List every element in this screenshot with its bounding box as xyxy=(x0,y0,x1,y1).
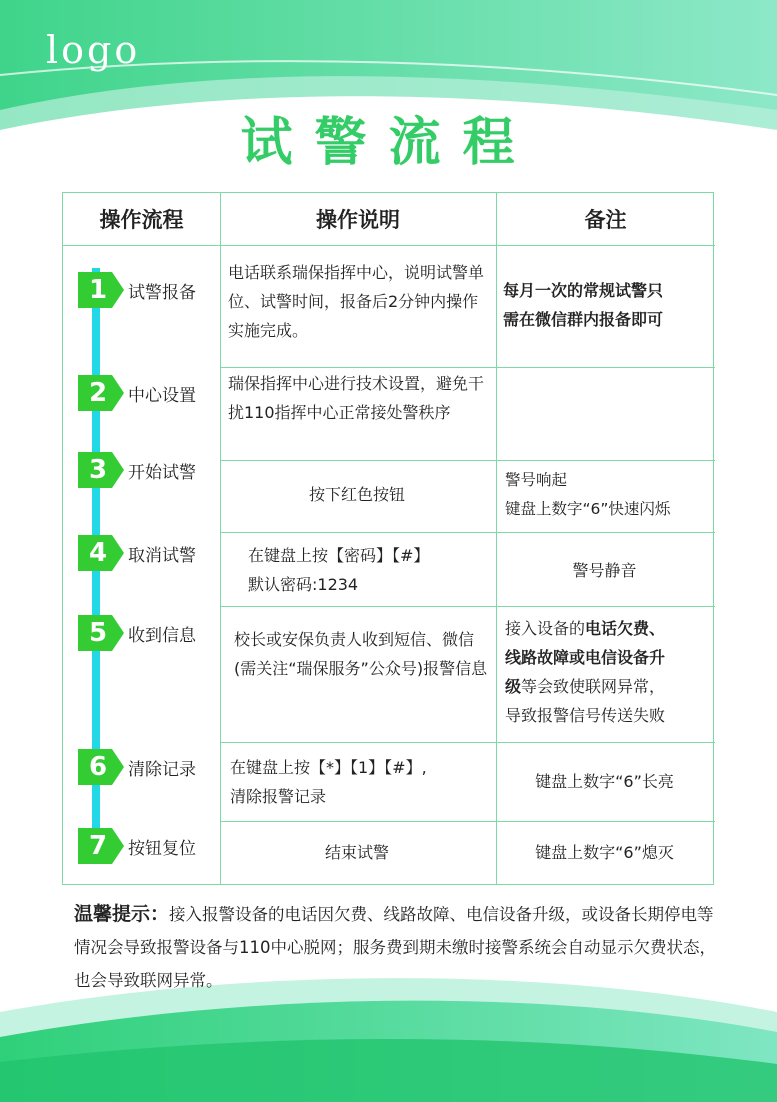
description-3: 按下红色按钮 xyxy=(308,485,405,504)
step-number-badge: 7 xyxy=(78,828,124,864)
step-number-badge: 1 xyxy=(78,272,124,308)
remark-1-line1: 每月一次的常规试警只 xyxy=(503,281,664,300)
step-number-badge: 5 xyxy=(78,615,124,651)
step-6 xyxy=(78,747,218,787)
step-label: 取消试警 xyxy=(128,545,196,566)
step-number-badge: 2 xyxy=(78,375,124,411)
step-number-badge: 4 xyxy=(78,535,124,571)
remark-1-line2: 需在微信群内报备即可 xyxy=(503,310,664,329)
page-title: 试警流程 xyxy=(240,113,537,173)
warm-tip-label: 温馨提示： xyxy=(74,903,170,925)
warm-tip-text: 接入报警设备的电话因欠费、线路故障、电信设备升级，或设备长期停电等情况会导致报警设备与110中心脱网；服务费到期未缴时接警系统会自动显示欠费状态，也会导致联网异常。 xyxy=(74,905,716,990)
description-4-line2: 默认密码:1234 xyxy=(248,575,359,594)
step-number-badge: 3 xyxy=(78,452,124,488)
header-process: 操作流程 xyxy=(99,208,184,232)
remark-3 xyxy=(505,466,715,524)
step-label: 中心设置 xyxy=(128,385,196,406)
step-4 xyxy=(78,533,218,573)
description-5: 校长或安保负责人收到短信、微信(需关注“瑞保服务”公众号)报警信息 xyxy=(234,630,488,678)
step-1 xyxy=(78,270,218,310)
remark-3-line2: 键盘上数字“6”快速闪烁 xyxy=(505,500,671,518)
description-7: 结束试警 xyxy=(324,843,389,862)
step-label: 开始试警 xyxy=(128,462,196,483)
step-number-badge: 6 xyxy=(78,749,124,785)
step-7 xyxy=(78,826,218,866)
remark-4: 警号静音 xyxy=(572,561,637,580)
step-label: 收到信息 xyxy=(128,625,196,646)
step-3 xyxy=(78,450,218,490)
description-6-line2: 清除报警记录 xyxy=(230,787,327,806)
header-description: 操作说明 xyxy=(316,208,400,232)
description-4-line1: 在键盘上按【密码】【#】 xyxy=(248,546,430,565)
remark-5: 接入设备的电话欠费、 线路故障或电信设备升 级等会致使联网异常， 导致报警信号传送失败 xyxy=(505,619,666,725)
header-remark: 备注 xyxy=(584,208,627,232)
remark-1 xyxy=(503,276,713,334)
description-6 xyxy=(230,753,492,811)
description-6-line1: 在键盘上按【*】【1】【#】, xyxy=(230,758,427,777)
logo-placeholder: logo xyxy=(46,28,141,72)
description-2: 瑞保指挥中心进行技术设置，避免干扰110指挥中心正常接处警秩序 xyxy=(228,374,485,422)
step-label: 清除记录 xyxy=(128,759,196,780)
step-2 xyxy=(78,373,218,413)
description-4 xyxy=(248,541,494,599)
step-5 xyxy=(78,613,218,653)
description-1: 电话联系瑞保指挥中心，说明试警单位、试警时间，报备后2分钟内操作实施完成。 xyxy=(228,263,485,340)
warm-tip xyxy=(74,898,724,997)
step-label: 按钮复位 xyxy=(128,838,196,859)
remark-3-line1: 警号响起 xyxy=(505,471,568,489)
step-label: 试警报备 xyxy=(128,282,196,303)
remark-7: 键盘上数字“6”熄灭 xyxy=(535,843,674,862)
remark-6: 键盘上数字“6”长亮 xyxy=(535,772,674,791)
